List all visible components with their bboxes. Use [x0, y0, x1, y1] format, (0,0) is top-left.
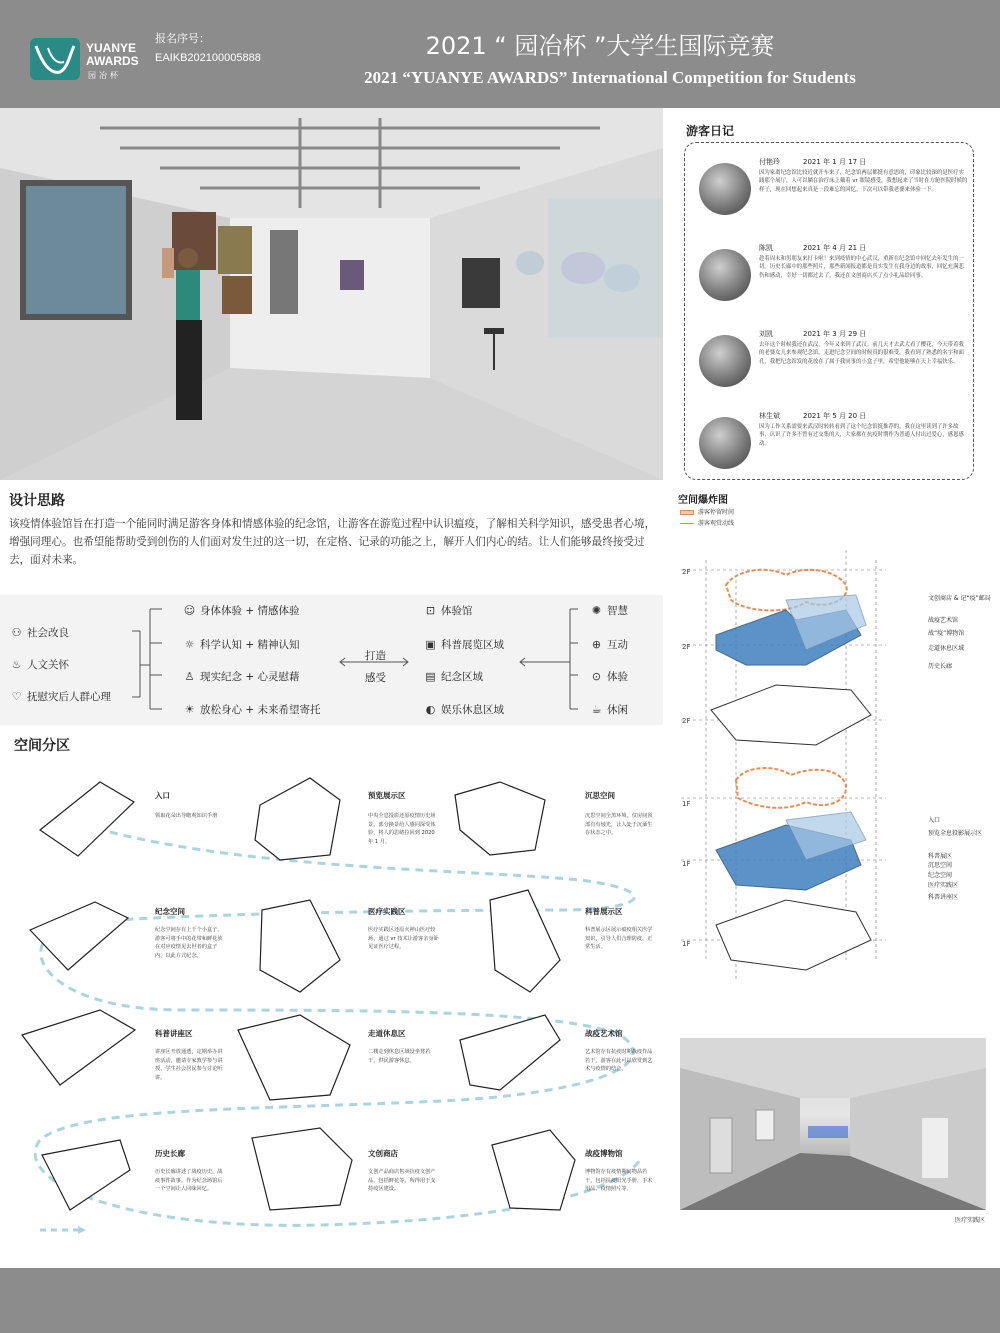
entry-name: 付艳玲 — [759, 158, 780, 166]
floor-label: 2F — [682, 568, 691, 576]
legend-stay: 游客停留时间 — [680, 507, 734, 516]
floor-label: 2F — [682, 643, 691, 651]
zone-desc: 医疗实践区还原火神山医疗较场，通过 vr 技术让游客亲身卧见证医疗过程。 — [368, 927, 439, 951]
title-en: 2021 “YUANYE AWARDS” International Competition for Students — [364, 68, 856, 87]
zone-desc: 文创产品商店售卖抗疫文创产品，包括鲜花等。所得用于支持疫区建设。 — [368, 1169, 436, 1193]
image-icon: ▣ — [425, 638, 436, 651]
zone-desc: 沉思空间全黑环境，仅房间顶部有有烛光，让人处于沉湎生存状态之中。 — [585, 813, 653, 837]
exploded-title: 空间爆炸图 — [678, 495, 728, 506]
arrow-label-top: 打造 — [365, 650, 386, 662]
bulb-icon: ✺ — [591, 604, 602, 617]
diary-entry — [699, 329, 969, 407]
diary-entry — [699, 411, 969, 489]
header-bar — [0, 0, 1000, 108]
zone-desc: 纪念空间存有上千个小盒子，游客可将手中的花带和鲜花放在对应疫情见去世者的盒子内，以此方式纪念。 — [155, 927, 223, 959]
diary-title: 游客日记 — [686, 124, 735, 138]
zone-title: 纪念空间 — [155, 907, 185, 916]
brain-icon: ☼ — [184, 638, 195, 651]
zone-title: 历史长廊 — [155, 1149, 185, 1158]
zone-title: 战疫艺术馆 — [585, 1029, 623, 1038]
zone-title: 科普展示区 — [585, 907, 623, 916]
zone-desc: 中央全息投影还原疫情历史场景，部分换景给人感同深受体验，将人的思绪拉回到 2020 年 1 月。 — [368, 813, 436, 845]
zone-title: 医疗实践区 — [368, 907, 406, 916]
floor-label: 1F — [682, 940, 691, 948]
exp-label: 医疗实践区 — [928, 882, 959, 889]
floor-label: 1F — [682, 860, 691, 868]
concept-mid-4: ☀ 放松身心 + 未来希望寄托 — [184, 703, 321, 716]
zone-4: ◐ 娱乐休息区域 — [425, 703, 504, 716]
avatar — [699, 335, 751, 387]
zone-2: ▣ 科普展览区域 — [425, 638, 504, 651]
body-icon: ☺ — [183, 604, 196, 617]
logo-text: YUANYE AWARDS — [86, 41, 139, 68]
logo-sub: 园冶杯 — [88, 71, 121, 80]
exp-label: 战疫艺术馆 — [928, 617, 959, 624]
entry-text: 趁着周末和男朋友来打卡啦！来到疫情的中心武汉，重新在纪念馆中回忆去年发生的一切。历史长廊中的那些照片，那些新闻报道都是真实发生在我身边的故事，回忆充满悲伤和感动，幸好一切都过去了。我还在文创商店买了点小礼品给同事。 — [759, 256, 964, 279]
heart-icon: ♡ — [11, 690, 22, 703]
floor-label: 2F — [682, 717, 691, 725]
network-icon: ⚇ — [11, 626, 22, 639]
avatar — [699, 163, 751, 215]
zone-title: 预览展示区 — [368, 791, 406, 800]
exp-label: 文创商店 & 记“疫”邮局 — [928, 595, 991, 602]
zones-diagram — [0, 760, 663, 1265]
zone-desc: 讲座区开放通透，定期举办讲座活动，邀请专家教学参与讲授，学生社会居民参与讨论听讲。 — [155, 1049, 223, 1081]
zone-desc: 二楼走到休息区域设坐凳若干，供民游客休息。 — [368, 1049, 431, 1064]
diary-entry — [699, 243, 969, 321]
footer-bar — [0, 1268, 1000, 1333]
entry-date: 2021 年 4 月 21 日 — [803, 244, 867, 252]
entry-date: 2021 年 3 月 29 日 — [803, 330, 867, 338]
zone-title: 沉思空间 — [585, 791, 615, 800]
exp-label: 战“疫”博物馆 — [928, 630, 965, 637]
candle-icon: ♙ — [184, 670, 195, 683]
concept-right-4: ☕ 休闲 — [591, 703, 628, 716]
exploded-axon-diagram — [676, 540, 916, 990]
zone-title: 文创商店 — [368, 1149, 398, 1158]
reg-number: EAIKB202100005888 — [155, 52, 261, 64]
title-cn: 2021 “ 园冶杯 ”大学生国际竞赛 — [425, 32, 775, 60]
exp-label: 沉思空间 — [928, 862, 953, 869]
exp-label: 入口 — [928, 817, 941, 824]
entry-date: 2021 年 5 月 20 日 — [803, 412, 867, 420]
entry-name: 陈凯 — [759, 244, 773, 252]
diary-entry — [699, 157, 969, 235]
entry-name: 刘凯 — [759, 330, 773, 338]
coffee-icon: ☕ — [591, 703, 602, 716]
globe-icon: ⊕ — [591, 638, 602, 651]
exp-label: 纪念空间 — [928, 872, 953, 879]
exp-label: 科普展区 — [928, 853, 953, 860]
concept-mid-1: ☺ 身体体验 + 情感体验 — [183, 604, 300, 617]
vr-icon: ⊡ — [425, 604, 436, 617]
exp-label: 预览全息投影展示区 — [928, 830, 983, 837]
hands-icon: ♨ — [11, 658, 22, 671]
concept-right-3: ⊙ 体验 — [591, 670, 628, 683]
zone-title: 科普讲座区 — [155, 1029, 193, 1038]
concept-right-1: ✺ 智慧 — [591, 604, 628, 617]
zone-title: 入口 — [155, 791, 170, 800]
photo-caption: 医疗实践区 — [955, 1217, 986, 1224]
entry-date: 2021 年 1 月 17 日 — [803, 158, 867, 166]
entry-text: 去年这个时候我还在武汉，今年又来到了武汉。前几天才去武大看了樱花，今天带着我的老婆女儿来参观纪念馆。走进纪念空间的时候真的很难受，我看到了熟悉的名字和面孔，我把纪念馆发的花放在了属于我同事的小盒子里，希望他能够在天上幸福快乐。 — [759, 342, 964, 365]
concept-mid-2: ☼ 科学认知 + 精神认知 — [184, 638, 300, 651]
exp-label: 走道休息区域 — [928, 645, 965, 652]
concept-left-1: ⚇ 社会改良 — [11, 626, 69, 639]
zone-3: ▤ 纪念区域 — [425, 670, 483, 683]
zone-desc: 历史长廊讲述了战疫历史，战疫事件故事。作为纪念场馆后一个空间让人回味回忆。 — [155, 1169, 223, 1193]
exp-label: 科普讲座区 — [928, 894, 959, 901]
concept-mid-3: ♙ 现实纪念 + 心灵慰藉 — [184, 670, 300, 683]
entry-text: 因为家离纪念馆比较近就开车来了，纪念馆两层都挺有意思的，印象比较深的是医疗实践那个展厅，人可以躺在治疗床上戴着 vr 眼镜感受，我想起来了当时在方舱医院时候的样子，现在回想起来真是一段难忘的回忆。下次可以带我老婆来体验一下。 — [759, 170, 968, 193]
search-icon: ⊙ — [591, 670, 602, 683]
entry-name: 林生斌 — [759, 412, 780, 420]
zone-desc: 博物馆存有疫情期间物品若干，包括抗疫阳光手册、手术用品、疫情照片等。 — [585, 1169, 653, 1193]
floor-label: 1F — [682, 800, 691, 808]
zone-desc: 艺术馆存有抗疫时期战疫作品若干，游客在此可以欣赏到艺术与疫情的结合。 — [585, 1049, 653, 1073]
zones-title: 空间分区 — [14, 738, 70, 754]
concept-right-2: ⊕ 互动 — [591, 638, 628, 651]
exp-label: 历史长廊 — [928, 663, 953, 670]
zone-title: 走道休息区 — [368, 1029, 406, 1038]
legend-route: 游客观赏动线 — [680, 518, 734, 527]
concept-diagram-lines — [0, 595, 663, 725]
logo-icon — [30, 38, 80, 80]
design-title: 设计思路 — [9, 493, 65, 509]
entry-text: 因为工作关系需要来武汉时转转看到了这个纪念馆挺推荐的。我在这里读到了许多故事，认识了许多不曾有过交集的人，大家都在抗疫时期作为普通人付出过爱心，感恩感动。 — [759, 424, 964, 447]
hero-render-image — [0, 108, 663, 480]
film-icon: ▤ — [425, 670, 436, 683]
zone-title: 战疫博物馆 — [585, 1149, 623, 1158]
concept-left-2: ♨ 人文关怀 — [11, 658, 69, 671]
relax-icon: ☀ — [184, 703, 195, 716]
zone-desc: 领取花朵出导瞻观知识手册 — [155, 813, 218, 819]
design-paragraph: 该疫情体验馆旨在打造一个能同时满足游客身体和情感体验的纪念馆，让游客在游览过程中认识瘟疫，了解相关科学知识，感受患者心境，增强同理心。也希望能帮助受到创伤的人们面对发生过的这一切，在定格、记录的功能之上，解开人们内心的结。让人们能够最终接受过去，面对未来。 — [9, 518, 656, 566]
reg-label: 报名序号： — [155, 32, 210, 45]
medical-area-photo — [680, 1038, 986, 1210]
rest-icon: ◐ — [425, 703, 436, 716]
zone-1: ⊡ 体验馆 — [425, 604, 473, 617]
arrow-label-bottom: 感受 — [365, 672, 386, 684]
avatar — [699, 417, 751, 469]
concept-left-3: ♡ 抚慰灾后人群心理 — [11, 690, 111, 703]
zone-desc: 科普展示区展示瘟疫相关医学知识，引导人们合理防疫，正常生活。 — [585, 927, 653, 951]
visitor-diary-box — [684, 142, 974, 480]
avatar — [699, 249, 751, 301]
